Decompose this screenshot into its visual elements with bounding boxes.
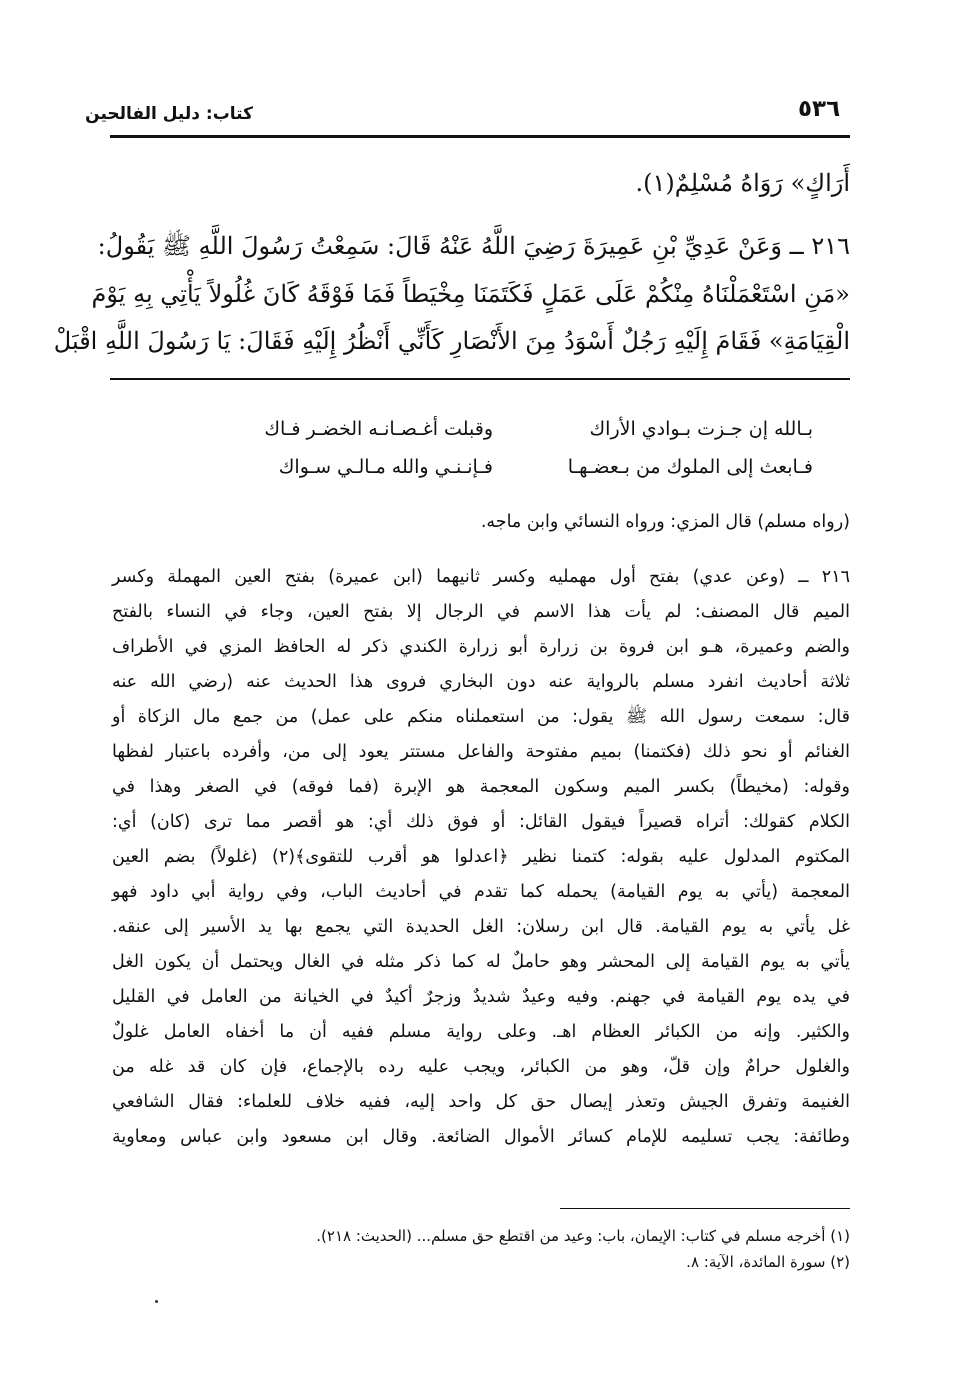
poem-hemistich-left: فـإنـنـي والله مـالـي سـواك bbox=[278, 456, 493, 478]
header-rule bbox=[110, 135, 850, 138]
commentary-line: الغنائم أو نحو ذلك (فكتمنا) بميم مفتوحة والفاعل مستتر يعود إلى من، وأفرده باعتبار لفظها bbox=[112, 742, 850, 762]
matn-line: «مَنِ اسْتَعْمَلْنَاهُ مِنْكُمْ عَلَى عَمَلٍ فَكَتَمَنَا مِخْيَطاً فَمَا فَوْقَهُ كَانَ غُلُولاً يَأْتِي بِهِ يَوْمَ bbox=[91, 280, 850, 308]
running-header-title: كتاب: دليل الفالحين bbox=[85, 104, 253, 124]
poem-hemistich-right: فـابعث إلى الملوك من بـعضـهـا bbox=[567, 456, 813, 478]
footnote-rule bbox=[560, 1208, 850, 1209]
matn-line: الْقِيَامَةِ» فَقَامَ إِلَيْهِ رَجُلٌ أَسْوَدُ مِنَ الأَنْصَارِ كَأَنِّي أَنْظُرُ إِلَيْهِ فَقَالَ: يَا رَسُولَ اللَّهِ اقْبَلْ bbox=[53, 327, 850, 355]
commentary-line: وطائفة: يجب تسليمه للإمام كسائر الأموال الضائعة. وقال ابن مسعود وابن عباس ومعاوية bbox=[112, 1127, 850, 1147]
commentary-line: الكلام كقولك: أتراه قصيراً فيقول القائل: أو فوق ذلك أي: هو أقصر مما ترى (كان) أي: bbox=[112, 812, 850, 832]
matn-line: أَرَاكٍ» رَوَاهُ مُسْلِمٌ(١). bbox=[635, 169, 850, 197]
commentary-line: الميم قال المصنف: لم يأت هذا الاسم في الرجال إلا بفتح العين، وجاء في النساء بالفتح bbox=[112, 602, 850, 622]
commentary-line: والضم وعميرة، هـو ابن فروة بن زرارة أبو زرارة الكندي ذكر له الحافظ المزي في الأطراف bbox=[112, 637, 850, 657]
commentary-line: غل يأتي به يوم القيامة. قال ابن رسلان: الغل الحديدة التي يجمع بها يد الأسير إلى عنقه. bbox=[112, 917, 850, 937]
poem-hemistich-left: وقبلت أغـصـانـه الخضـر فـاك bbox=[264, 418, 493, 440]
commentary-line: والغلول حرامٌ وإن قلّ، وهو من الكبائر، ويجب عليه رده بالإجماع، فإن كان قد غله من bbox=[112, 1057, 850, 1077]
commentary-line: في يده يوم القيامة في جهنم. وفيه وعيدٌ شديدٌ وزجرٌ أكيدٌ في الخيانة من العامل في القليل bbox=[112, 987, 850, 1007]
scan-speck bbox=[155, 1300, 158, 1303]
commentary-line: قال: سمعت رسول الله ﷺ يقول: من استعملناه منكم على عمل) من جمع مال الزكاة أو bbox=[112, 707, 850, 727]
footnote-1: (١) أخرجه مسلم في كتاب: الإيمان، باب: وعيد من اقتطع حق مسلم... (الحديث: ٢١٨). bbox=[316, 1227, 850, 1245]
commentary-line: وقوله: (مخيطاً) بكسر الميم وسكون المعجمة هو الإبرة (فما فوقه) في الصغر وهذا في bbox=[112, 777, 850, 797]
commentary-line: (رواه مسلم) قال المزي: ورواه النسائي وابن ماجه. bbox=[480, 512, 850, 532]
commentary-line: ثلاثة أحاديث انفرد مسلم بالرواية عنه دون البخاري فروى هذا الحديث عنه (رضي الله عنه bbox=[112, 672, 850, 692]
footnote-2: (٢) سورة المائدة، الآية: ٨. bbox=[686, 1253, 850, 1271]
commentary-line: يأتي به يوم القيامة إلى المحشر وهو حاملٌ له كما ذكر مثله في الغال ويحتمل أن يكون الغل bbox=[112, 952, 850, 972]
poem-hemistich-right: بـالله إن جـزت بـوادي الأراك bbox=[589, 418, 813, 440]
commentary-line: المعجمة (يأتي به يوم القيامة) يحمله كما تقدم في أحاديث الباب، وفي رواية أبي داود فهو bbox=[112, 882, 850, 902]
commentary-line: الغنيمة وتفرق الجيش وتعذر إيصال حق كل واحد إليه، ففيه خلاف للعلماء: فقال الشافعي bbox=[112, 1092, 850, 1112]
matn-line: ٢١٦ ــ وَعَنْ عَدِيِّ بْنِ عَمِيرَةَ رَضِيَ اللَّهُ عَنْهُ قَالَ: سَمِعْتُ رَسُولَ اللَّهِ ﷺ يَقُولُ: bbox=[97, 232, 850, 260]
commentary-line: ٢١٦ ــ (وعن عدي) بفتح أول مهمليه وكسر ثانيهما (ابن عميرة) بفتح العين المهملة وكسر bbox=[112, 567, 850, 587]
commentary-line: والكثير. وإنه من الكبائر العظام اهـ. وعلى رواية مسلم ففيه أن ما أخفاه العامل غلولٌ bbox=[112, 1022, 850, 1042]
page-number: ٥٣٦ bbox=[798, 96, 841, 122]
commentary-line: المكتوم المدلول عليه بقوله: كتمنا نظير ﴿اعدلوا هو أقرب للتقوى﴾(٢) (غلولاً) بضم العين bbox=[112, 847, 850, 867]
section-rule bbox=[110, 378, 850, 380]
